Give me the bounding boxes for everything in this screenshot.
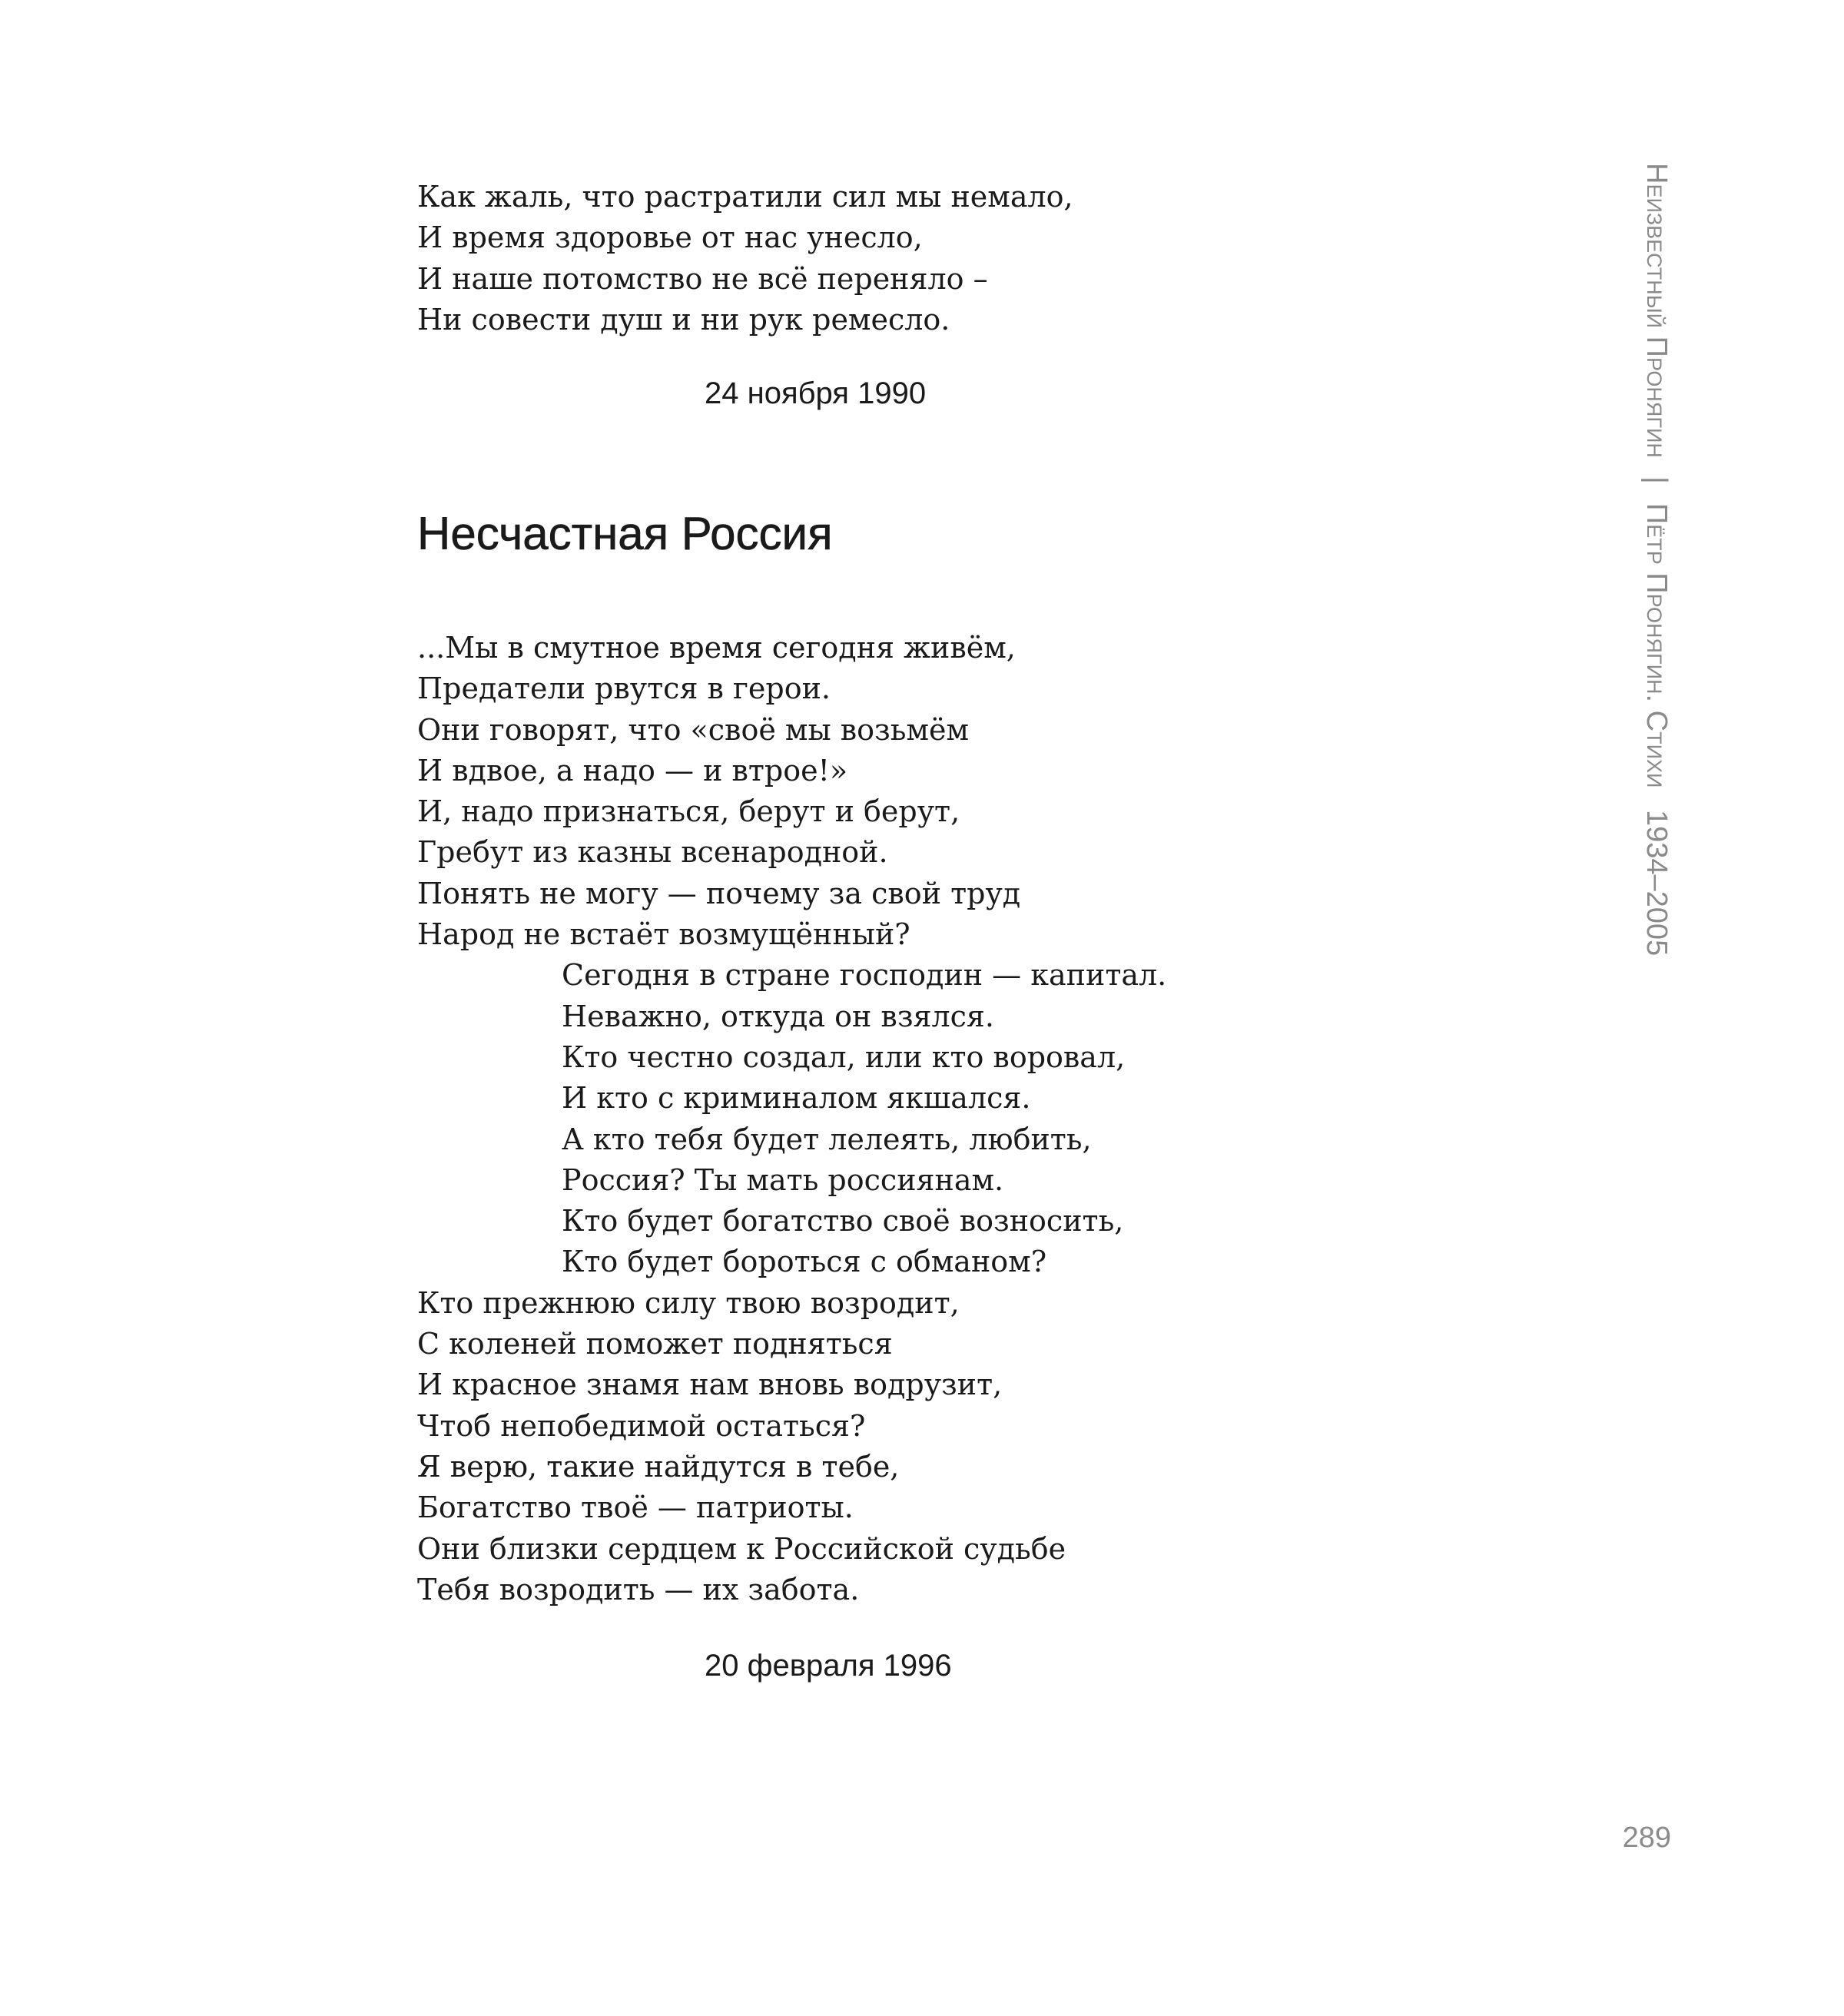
verse-line: Чтоб непобедимой остаться? [417,1408,866,1443]
verse-line: И, надо признаться, берут и берут, [417,794,960,829]
running-head-years: 1934–2005 [1640,810,1673,957]
poem-body [417,628,1570,1610]
page-number: 289 [1622,1822,1671,1854]
stanza-2 [417,955,1570,1282]
verse-line: Гребут из казны всенародной. [417,835,888,870]
verse-line: Кто будет богатство своё возносить, [562,1204,1124,1238]
running-head-book-title: Пётр Пронягин. Стихи [1640,502,1673,788]
verse-line: Народ не встаёт возмущённый? [417,917,910,952]
previous-poem-ending [417,177,1570,340]
verse-line: Кто честно создал, или кто воровал, [562,1040,1126,1074]
running-head [1640,163,1673,962]
verse-line: Кто будет бороться с обманом? [562,1245,1047,1279]
verse-line: С коленей поможет подняться [417,1327,893,1361]
verse-line: Богатство твоё — патриоты. [417,1490,854,1525]
verse-line: Сегодня в стране господин — капитал. [562,958,1167,993]
poem-date: 20 февраля 1996 [705,1649,952,1683]
verse-line: Кто прежнюю силу твою возродит, [417,1285,960,1320]
verse-line: А кто тебя будет лелеять, любить, [562,1122,1092,1156]
verse-line: Ни совести душ и ни рук ремесло. [417,302,950,337]
verse-line: Понять не могу — почему за свой труд [417,876,1021,910]
verse-line: Россия? Ты мать россиянам. [562,1162,1004,1197]
stanza-1 [417,628,1570,955]
verse-line: Как жаль, что растратили сил мы немало, [417,180,1073,214]
verse-line: Они близки сердцем к Российской судьбе [417,1531,1066,1566]
stanza-3 [417,1283,1570,1610]
running-head-series: Неизвестный Пронягин [1640,163,1673,458]
previous-poem-date: 24 ноября 1990 [705,376,927,410]
verse-line: Тебя возродить — их забота. [417,1572,860,1606]
verse-line: ...Мы в смутное время сегодня живём, [417,631,1016,665]
verse-line: Они говорят, что «своё мы возьмём [417,712,970,747]
verse-line: Я верю, такие найдутся в тебе, [417,1449,900,1484]
poem-title: Несчастная Россия [417,508,833,559]
verse-line: И время здоровье от нас унесло, [417,220,923,255]
verse-line: И наше потомство не всё переняло – [417,261,988,296]
verse-line: Предатели рвутся в герои. [417,671,831,706]
verse-line: Неважно, откуда он взялся. [562,999,994,1033]
verse-line: И красное знамя нам вновь водрузит, [417,1368,1003,1402]
running-head-separator: | [1640,476,1673,485]
verse-line: И кто с криминалом якшался. [562,1081,1031,1116]
verse-line: И вдвое, а надо — и втрое!» [417,753,848,788]
